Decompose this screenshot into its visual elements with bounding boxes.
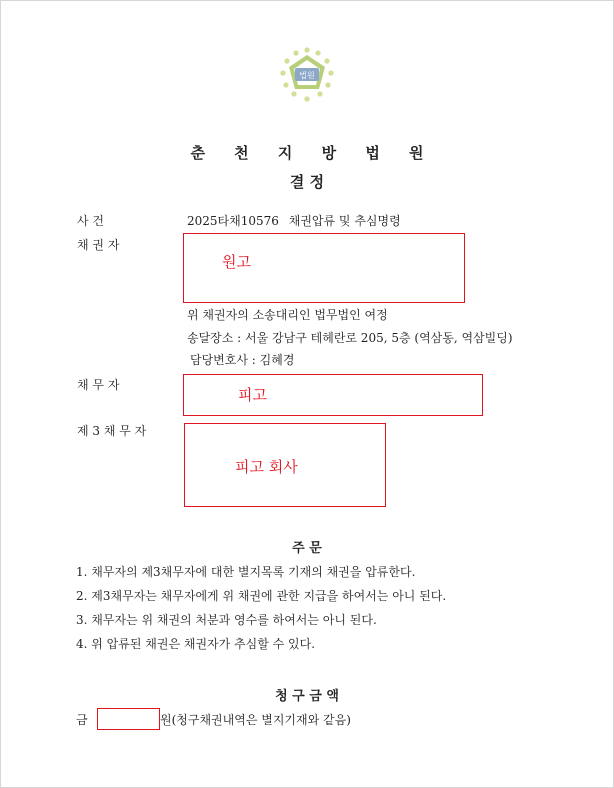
case-title: 채권압류 및 추심명령 xyxy=(288,214,401,228)
case-number-line xyxy=(187,212,401,229)
document-type: 결 정 xyxy=(289,173,325,191)
third-debtor-label: 제 3 채 무 자 xyxy=(77,424,147,438)
seal-text: 법원 xyxy=(299,71,315,80)
order-item-3: 3. 채무자는 위 채권의 처분과 영수를 하여서는 아니 된다. xyxy=(76,613,377,627)
debtor-placeholder: 피고 xyxy=(238,386,267,404)
case-label: 사 건 xyxy=(77,214,104,228)
creditor-placeholder: 원고 xyxy=(222,253,251,271)
service-address: 송달장소 : 서울 강남구 테헤란로 205, 5층 (역삼동, 역삼빌딩) xyxy=(187,331,513,345)
order-item-4: 4. 위 압류된 채권은 채권자가 추심할 수 있다. xyxy=(76,637,316,651)
debtor-label: 채 무 자 xyxy=(77,378,120,392)
order-item-2: 2. 제3채무자는 채무자에게 위 채권에 관한 지급을 하여서는 아니 된다. xyxy=(76,589,447,603)
debtor-redaction-box xyxy=(183,374,483,416)
claim-label: 금 xyxy=(76,713,88,727)
order-heading: 주 문 xyxy=(292,541,322,556)
claim-amount-redaction-box xyxy=(97,708,160,730)
order-item-1: 1. 채무자의 제3채무자에 대한 별지목록 기재의 채권을 압류한다. xyxy=(76,565,416,579)
court-name: 춘 천 지 방 법 원 xyxy=(190,144,436,162)
creditor-label: 채 권 자 xyxy=(77,238,120,252)
third-debtor-placeholder: 피고 회사 xyxy=(235,458,298,476)
claim-suffix: 원(청구채권내역은 별지기재와 같음) xyxy=(160,713,351,727)
attorney: 담당변호사 : 김혜경 xyxy=(190,353,295,367)
court-seal-icon xyxy=(278,46,336,104)
case-number: 2025타채10576 xyxy=(187,214,279,228)
creditor-representative: 위 채권자의 소송대리인 법무법인 여정 xyxy=(187,308,388,322)
claim-heading: 청 구 금 액 xyxy=(275,689,339,704)
